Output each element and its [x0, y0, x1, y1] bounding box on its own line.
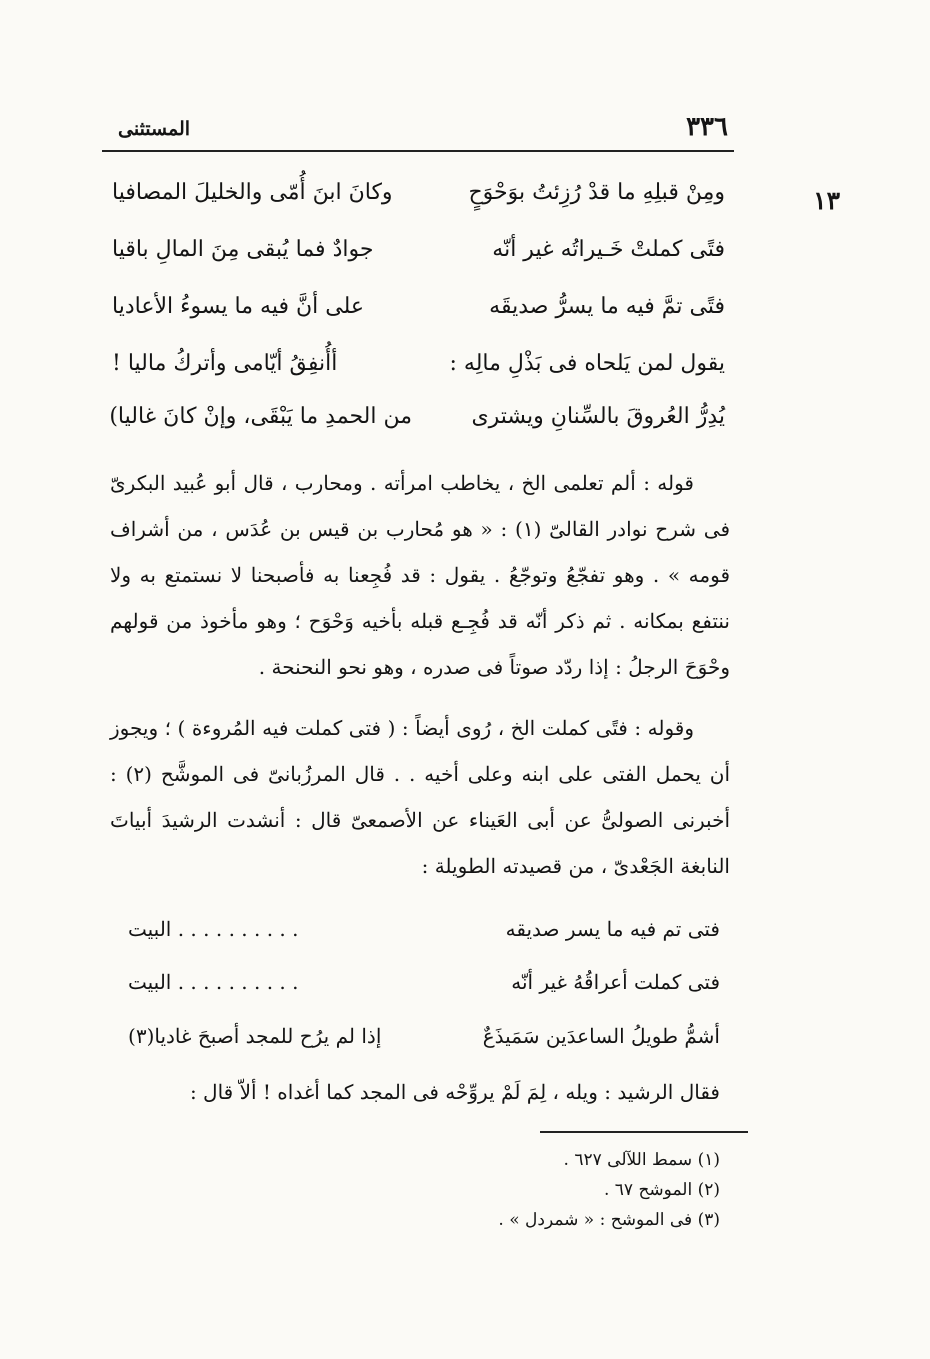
verse-first-hemistich: يقول لمن يَلحاه فى بَذْلِ مالِه : [449, 351, 725, 376]
verse-line [0, 351, 930, 391]
verse-first-hemistich: فتًى تمَّ فيه ما يسرُّ صديقَه [489, 294, 725, 319]
footnote: (٢) الموشح ٦٧ . [603, 1180, 720, 1200]
verse-second-hemistich: وكانَ ابنَ أُمّى والخليلَ المصافيا [112, 180, 393, 205]
footnote: (١) سمط اللآلى ٦٢٧ . [563, 1150, 720, 1170]
verse-second-hemistich: على أنَّ فيه ما يسوءُ الأعاديا [112, 294, 364, 319]
footnote-rule [540, 1131, 748, 1133]
verse-second-hemistich: جوادٌ فما يُبقى مِنَ المالِ باقيا [112, 237, 374, 262]
verse-second-hemistich: من الحمدِ ما يَبْقَى، وإنْ كانَ غاليا) [109, 404, 412, 429]
verse-second-hemistich: أأُنفِقُ أيّامى وأتركُ ماليا ! [112, 351, 338, 376]
quoted-first-hemistich: فتى كملت أعراقُهُ غير أنّه [511, 970, 720, 994]
commentary-paragraph: وقوله : فتًى كملت الخ ، رُوى أيضاً : ( فتى كملت فيه المُروءة ) ؛ ويجوز أن يحمل الفتى على ابنه وعلى أخيه . . قال المرزُبانىّ فى الموشَّح (٢) : أخبرنى الصولىُّ عن أبى العَيناء عن الأصمعىّ قال : أنشدت الرشيدَ أبياتَ النابغة الجَعْدىّ ، من قصيدته الطويلة : [110, 716, 730, 878]
quoted-second-hemistich: . . . . . . . . . . البيت [128, 970, 299, 994]
quoted-verse-line [0, 917, 930, 957]
quoted-first-hemistich: أشمُّ طويلُ الساعدَين سَمَيذَعٌ [482, 1024, 720, 1048]
page-number: ٣٣٦ [686, 112, 728, 142]
closing-line: فقال الرشيد : ويله ، لِمَ لَمْ يروِّحْه فى المجد كما أغداه ! ألاّ قال : [189, 1080, 720, 1104]
commentary-paragraph: قوله : ألم تعلمى الخ ، يخاطب امرأته . ومحارب ، قال أبو عُبيد البكرىّ فى شرح نوادر القالىّ (١) : « هو مُحارب بن قيس بن عُدَس ، من أشراف قومه » . وهو تفجّعُ وتوجّعُ . يقول : قد فُجِعنا به فأصبحنا لا نستمتع به ولا ننتفع بمكانه . ثم ذكر أنّه قد فُجِـع قبله بأخيه وَحْوَح ؛ وهو مأخوذ من قولهم وحْوَحَ الرجلُ : إذا ردّد صوتاً فى صدره ، وهو نحو النحنحة . [110, 471, 730, 679]
running-title: المستثنى [118, 118, 191, 140]
verse-line [0, 237, 930, 277]
quoted-verse-line [0, 1024, 930, 1064]
header-rule [102, 150, 734, 152]
quoted-verse-line [0, 970, 930, 1010]
verse-line [0, 404, 930, 444]
verse-line [0, 180, 930, 220]
quoted-first-hemistich: فتى تم فيه ما يسر صديقه [505, 917, 720, 941]
verse-first-hemistich: فتًى كملتْ خَـيراتُه غير أنّه [492, 237, 725, 262]
quoted-second-hemistich: . . . . . . . . . . البيت [128, 917, 299, 941]
margin-line-number: ١٣ [813, 186, 840, 215]
verse-first-hemistich: يُدِرُّ العُروقَ بالسِّنانِ ويشترى [471, 404, 725, 429]
verse-first-hemistich: ومِنْ قبلِهِ ما قدْ رُزِئتُ بوَحْوَحٍ [468, 180, 725, 205]
quoted-second-hemistich: إذا لم يرُح للمجد أصبحَ غاديا(٣) [128, 1024, 382, 1048]
verse-line [0, 294, 930, 334]
footnote: (٣) فى الموشح : « شمردل » . [498, 1210, 720, 1230]
